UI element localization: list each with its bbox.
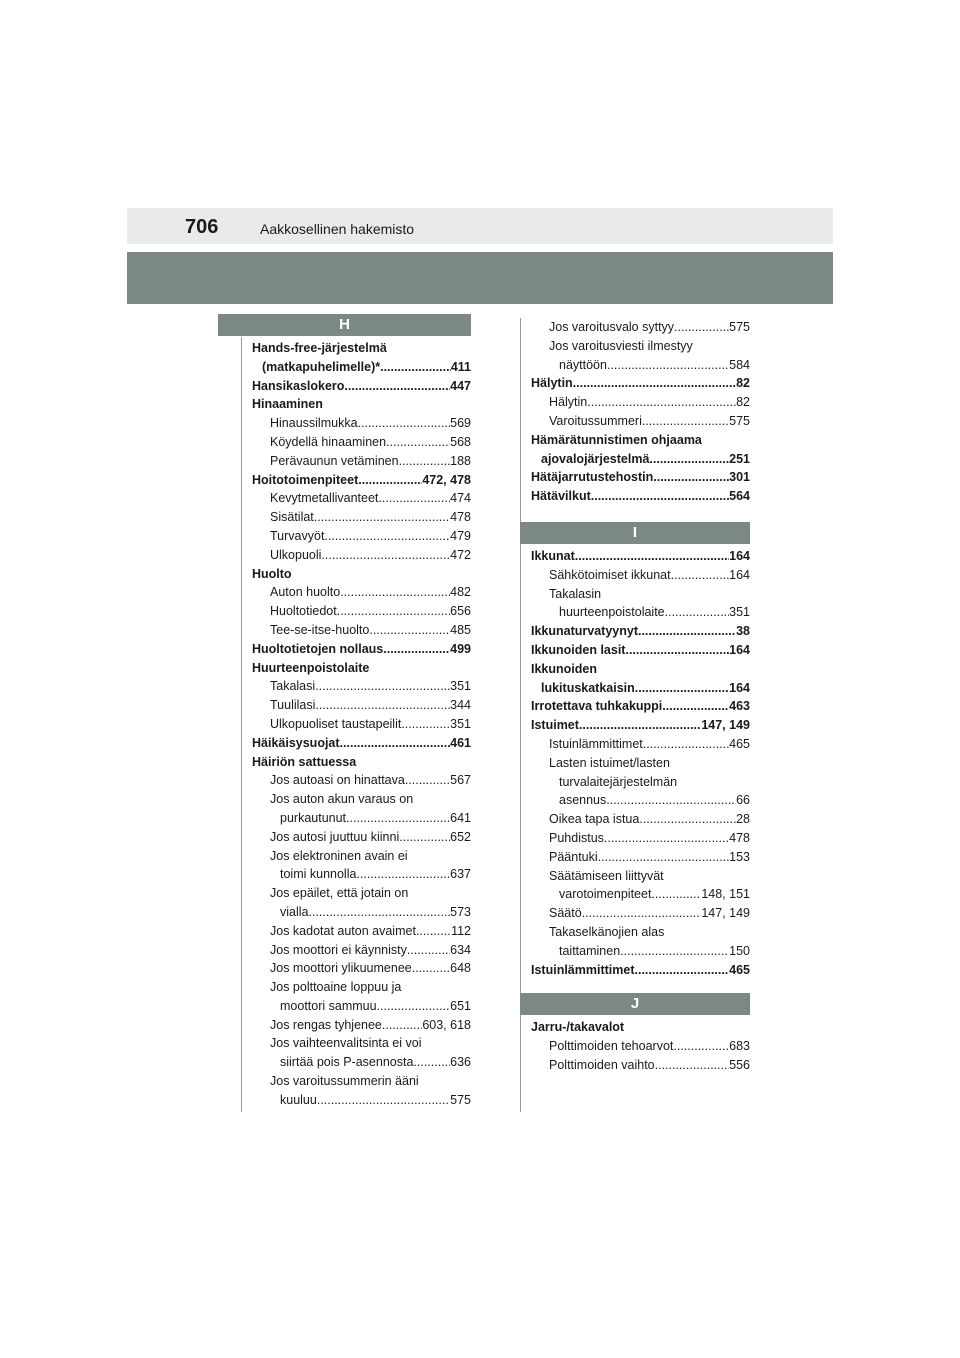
index-entry: Jos autoasi on hinattava ..... 567 xyxy=(252,771,471,790)
index-entry: Turvavyöt ..... 479 xyxy=(252,527,471,546)
index-entry: siirtää pois P-asennosta ..... 636 xyxy=(252,1053,471,1072)
index-entry: Häikäisysuojat ..... 461 xyxy=(252,734,471,753)
index-entry: Takalasin xyxy=(549,586,602,601)
index-entry: Jos elektroninen avain ei xyxy=(270,848,408,863)
index-entry: Hälytin ..... 82 xyxy=(531,393,750,412)
index-entry: Hätäjarrutustehostin ..... 301 xyxy=(531,468,750,487)
index-entry: Jos autosi juuttuu kiinni ..... 652 xyxy=(252,828,471,847)
index-entry: ajovalojärjestelmä ..... 251 xyxy=(531,450,750,469)
index-entry: Istuinlämmittimet ..... 465 xyxy=(531,735,750,754)
index-entry: Sähkötoimiset ikkunat ..... 164 xyxy=(531,566,750,585)
index-entry: Puhdistus ..... 478 xyxy=(531,829,750,848)
index-entry: Takalasi. ..... 351 xyxy=(252,677,471,696)
index-entry: Hinaaminen xyxy=(252,397,323,412)
index-entry: Ikkunat ..... 164 xyxy=(531,547,750,566)
index-entry: Varoitussummeri ..... 575 xyxy=(531,412,750,431)
index-entry: taittaminen ..... 150 xyxy=(531,942,750,961)
index-entry: varotoimenpiteet ..... 148, 151 xyxy=(531,885,750,904)
index-entry: Hätävilkut ..... 564 xyxy=(531,487,750,506)
index-entry: Hälytin ..... 82 xyxy=(531,374,750,393)
section-letter-i: I xyxy=(520,522,750,544)
index-entry: Perävaunun vetäminen ..... 188 xyxy=(252,452,471,471)
index-entry: Jarru-/takavalot xyxy=(531,1020,625,1034)
index-entry: kuuluu ..... 575 xyxy=(252,1091,471,1110)
index-entry: Kevytmetallivanteet ..... 474 xyxy=(252,489,471,508)
index-entry: Jos varoitusvalo syttyy ..... 575 xyxy=(531,318,750,337)
index-column-right-i xyxy=(531,547,750,979)
index-entry: Jos moottori ylikuumenee ..... 648 xyxy=(252,959,471,978)
index-entry: Säätö ..... 147, 149 xyxy=(531,904,750,923)
index-entry: Jos auton akun varaus on xyxy=(270,792,414,807)
index-entry: moottori sammuu ..... 651 xyxy=(252,997,471,1016)
index-entry: Pääntuki ..... 153 xyxy=(531,848,750,867)
index-entry: Tuulilasi ..... 344 xyxy=(252,696,471,715)
index-entry: Jos epäilet, että jotain on xyxy=(270,886,409,901)
index-entry: Polttimoiden tehoarvot ..... 683 xyxy=(531,1037,750,1056)
index-entry: Ikkunaturvatyynyt ..... 38 xyxy=(531,622,750,641)
section-letter-j: J xyxy=(520,993,750,1015)
index-entry: Jos varoitusviesti ilmestyy xyxy=(549,338,693,353)
index-entry: Jos rengas tyhjenee ..... 603, 618 xyxy=(252,1016,471,1035)
index-entry: huurteenpoistolaite ..... 351 xyxy=(531,603,750,622)
index-entry: Istuimet ..... 147, 149 xyxy=(531,716,750,735)
index-entry: Häiriön sattuessa xyxy=(252,754,357,769)
index-entry: Hinaussilmukka ..... 569 xyxy=(252,414,471,433)
index-entry: Säätämiseen liittyvät xyxy=(549,868,664,883)
index-entry: Köydellä hinaaminen. ..... 568 xyxy=(252,433,471,452)
index-entry: toimi kunnolla ..... 637 xyxy=(252,865,471,884)
index-column-left xyxy=(252,339,471,1110)
index-entry: Tee-se-itse-huolto ..... 485 xyxy=(252,621,471,640)
index-entry: Jos kadotat auton avaimet ..... 112 xyxy=(252,922,471,941)
index-column-right-h xyxy=(531,318,750,506)
index-entry: Huolto xyxy=(252,566,292,581)
index-entry: Ikkunoiden xyxy=(531,661,597,676)
index-entry: Ikkunoiden lasit ..... 164 xyxy=(531,641,750,660)
page-title: Aakkosellinen hakemisto xyxy=(260,221,415,237)
index-entry: lukituskatkaisin ..... 164 xyxy=(531,679,750,698)
index-entry: Hansikaslokero ..... 447 xyxy=(252,377,471,396)
index-entry: Huoltotietojen nollaus ..... 499 xyxy=(252,640,471,659)
index-entry: Ulkopuoliset taustapeilit ..... 351 xyxy=(252,715,471,734)
index-entry: Auton huolto ..... 482 xyxy=(252,583,471,602)
index-entry: Hämärätunnistimen ohjaama xyxy=(531,432,702,447)
index-entry: näyttöön. ..... 584 xyxy=(531,356,750,375)
index-entry: purkautunut. ..... 641 xyxy=(252,809,471,828)
index-column-right-j xyxy=(531,1018,750,1074)
index-entry: Jos moottori ei käynnisty ..... 634 xyxy=(252,941,471,960)
left-column-rule xyxy=(241,337,242,1112)
index-entry: asennus ..... 66 xyxy=(531,791,750,810)
index-entry: Istuinlämmittimet ..... 465 xyxy=(531,961,750,980)
index-entry: Hands-free-järjestelmä xyxy=(252,341,387,355)
index-entry: Jos vaihteenvalitsinta ei voi xyxy=(270,1036,422,1051)
header-band xyxy=(127,252,833,304)
section-letter-h: H xyxy=(218,314,471,336)
index-entry: Irrotettava tuhkakuppi ..... 463 xyxy=(531,697,750,716)
index-entry: Sisätilat ..... 478 xyxy=(252,508,471,527)
index-entry: Hoitotoimenpiteet ..... 472, 478 xyxy=(252,471,471,490)
index-entry: Huurteenpoistolaite xyxy=(252,660,370,675)
index-entry: Takaselkänojien alas xyxy=(549,924,665,939)
index-entry: Jos varoitussummerin ääni xyxy=(270,1074,419,1089)
index-entry: turvalaitejärjestelmän xyxy=(559,774,678,789)
index-entry: Polttimoiden vaihto ..... 556 xyxy=(531,1056,750,1075)
index-entry: Oikea tapa istua ..... 28 xyxy=(531,810,750,829)
index-entry: (matkapuhelimelle)* ..... 411 xyxy=(252,358,471,377)
index-entry: Lasten istuimet/lasten xyxy=(549,755,670,770)
index-entry: Jos polttoaine loppuu ja xyxy=(270,980,402,995)
index-entry: Huoltotiedot ..... 656 xyxy=(252,602,471,621)
header-bar xyxy=(127,208,833,244)
index-entry: vialla ..... 573 xyxy=(252,903,471,922)
page-number: 706 xyxy=(185,216,219,238)
index-entry: Ulkopuoli ..... 472 xyxy=(252,546,471,565)
